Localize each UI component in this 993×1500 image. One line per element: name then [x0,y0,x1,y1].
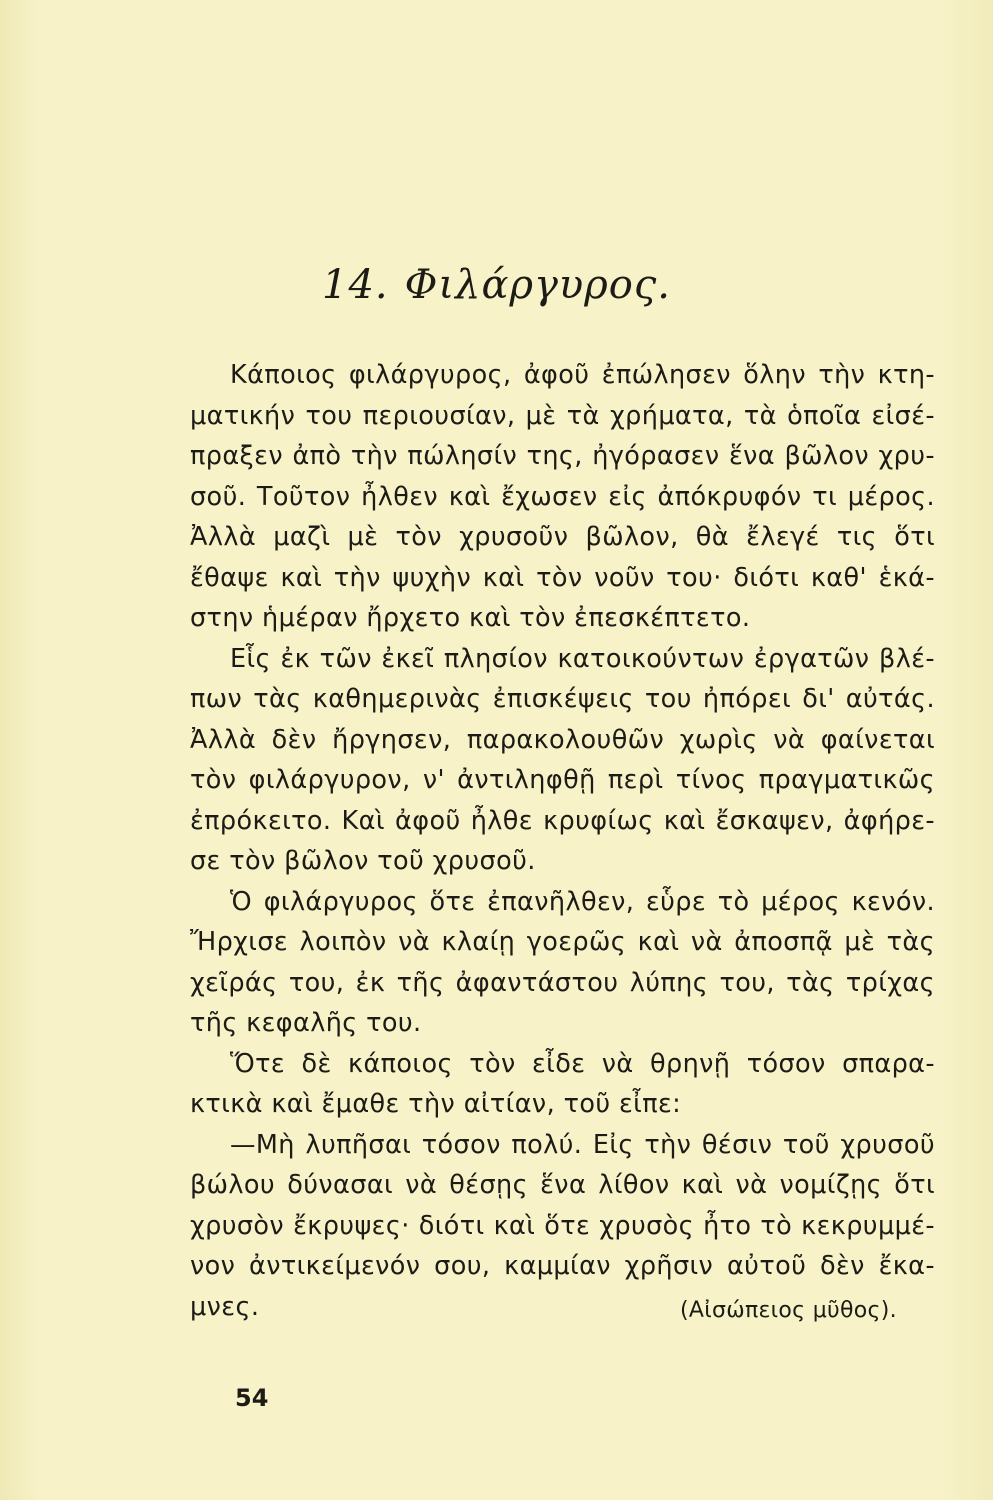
text-line: ἐπρόκειτο. Καὶ ἀφοῦ ἦλθε κρυφίως καὶ ἔσκαψεν, ἀφήρε- [190,805,935,836]
text-line: Κάποιος φιλάργυρος, ἀφοῦ ἐπώλησεν ὅλην τὴν κτη- [230,360,935,390]
story-title [0,262,993,308]
text-line: στην ἡμέραν ἤρχετο καὶ τὸν ἐπεσκέπτετο. [190,603,751,633]
text-line: Ἀλλὰ δὲν ἤργησεν, παρακολουθῶν χωρὶς νὰ φαίνεται [190,724,935,755]
text-line: μνες. [190,1291,260,1322]
text-line: Ὅτε δὲ κάποιος τὸν εἶδε νὰ θρηνῇ τόσον σπαρα- [230,1048,935,1079]
text-line: —Μὴ λυπῆσαι τόσον πολύ. Εἰς τὴν θέσιν τοῦ χρυσοῦ [230,1129,935,1160]
text-line: σοῦ. Τοῦτον ἦλθεν καὶ ἔχωσεν εἰς ἀπόκρυφόν τι μέρος. [190,481,935,512]
text-line: σε τὸν βῶλον τοῦ χρυσοῦ. [190,846,536,876]
text-line: χεῖράς του, ἐκ τῆς ἀφαντάστου λύπης του, τὰς τρίχας [190,967,935,998]
text-line: Ὁ φιλάργυρος ὅτε ἐπανῆλθεν, εὗρε τὸ μέρος κενόν. [230,886,935,917]
text-line: πων τὰς καθημερινὰς ἐπισκέψεις του ἠπόρει δι' αὐτάς. [190,684,935,714]
story-title-text: Φιλάργυρος. [404,262,671,308]
story-body [190,355,935,1327]
text-line: τῆς κεφαλῆς του. [190,1008,422,1038]
text-line: πραξεν ἀπὸ τὴν πώλησίν της, ἠγόρασεν ἕνα βῶλον χρυ- [190,441,935,471]
page-number: 54 [235,1384,269,1412]
text-line: Ἀλλὰ μαζὶ μὲ τὸν χρυσοῦν βῶλον, θὰ ἔλεγέ τις ὅτι [190,522,935,552]
text-line: ματικήν του περιουσίαν, μὲ τὰ χρήματα, τὰ ὁποῖα εἰσέ- [190,400,935,431]
text-line: κτικὰ καὶ ἔμαθε τὴν αἰτίαν, τοῦ εἶπε: [190,1089,682,1119]
text-line: Ἤρχισε λοιπὸν νὰ κλαίῃ γοερῶς καὶ νὰ ἀποσπᾷ μὲ τὰς [190,927,935,957]
text-line: Εἷς ἐκ τῶν ἐκεῖ πλησίον κατοικούντων ἐργατῶν βλέ- [230,643,935,674]
text-line: νον ἀντικείμενόν σου, καμμίαν χρῆσιν αὐτοῦ δὲν ἔκα- [190,1251,935,1281]
text-line: βώλου δύνασαι νὰ θέσῃς ἕνα λίθον καὶ νὰ νομίζῃς ὅτι [190,1170,935,1200]
story-source: (Αἰσώπειος μῦθος). [680,1298,897,1323]
text-line: τὸν φιλάργυρον, ν' ἀντιληφθῇ περὶ τίνος πραγματικῶς [190,765,935,795]
text-line: ἔθαψε καὶ τὴν ψυχὴν καὶ τὸν νοῦν του· διότι καθ' ἑκά- [190,562,935,593]
story-number: 14. [322,262,389,308]
text-line: χρυσὸν ἔκρυψες· διότι καὶ ὅτε χρυσὸς ἦτο τὸ κεκρυμμέ- [190,1210,935,1241]
